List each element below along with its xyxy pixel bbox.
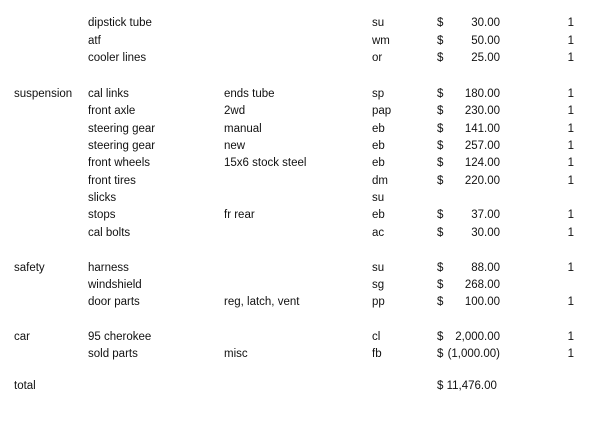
amount-cell[interactable]: 141.00 <box>464 123 500 135</box>
table-row[interactable] <box>0 173 601 190</box>
quantity-cell[interactable]: 1 <box>567 157 574 169</box>
currency-cell[interactable]: $ <box>437 227 444 239</box>
quantity-cell[interactable]: 1 <box>567 348 574 360</box>
code-cell[interactable]: pp <box>372 296 385 308</box>
item-cell[interactable]: door parts <box>88 296 140 308</box>
code-cell[interactable]: ac <box>372 227 385 239</box>
code-cell[interactable]: eb <box>372 157 385 169</box>
table-row[interactable] <box>0 33 601 50</box>
amount-cell[interactable]: 25.00 <box>471 52 500 64</box>
note-cell[interactable]: 2wd <box>224 105 246 117</box>
note-cell[interactable]: new <box>224 140 246 152</box>
currency-cell[interactable]: $ <box>437 140 444 152</box>
total-amount[interactable]: $ 11,476.00 <box>437 380 497 392</box>
note-cell[interactable]: reg, latch, vent <box>224 296 300 308</box>
table-row[interactable] <box>0 86 601 103</box>
currency-cell[interactable]: $ <box>437 157 444 169</box>
amount-cell[interactable]: 37.00 <box>471 209 500 221</box>
code-cell[interactable]: su <box>372 17 385 29</box>
amount-cell[interactable]: 230.00 <box>464 105 500 117</box>
note-cell[interactable]: fr rear <box>224 209 255 221</box>
amount-cell[interactable]: 30.00 <box>471 17 500 29</box>
currency-cell[interactable]: $ <box>437 331 444 343</box>
code-cell[interactable]: eb <box>372 123 385 135</box>
item-cell[interactable]: front tires <box>88 175 136 187</box>
table-row[interactable] <box>0 207 601 224</box>
table-row[interactable] <box>0 190 601 207</box>
code-cell[interactable]: wm <box>372 35 390 47</box>
code-cell[interactable]: eb <box>372 140 385 152</box>
quantity-cell[interactable]: 1 <box>567 262 574 274</box>
category-cell[interactable]: safety <box>14 262 45 274</box>
total-row[interactable] <box>0 378 601 395</box>
note-cell[interactable]: misc <box>224 348 248 360</box>
quantity-cell[interactable]: 1 <box>567 17 574 29</box>
quantity-cell[interactable]: 1 <box>567 209 574 221</box>
item-cell[interactable]: windshield <box>88 279 142 291</box>
amount-cell[interactable]: (1,000.00) <box>447 348 500 360</box>
item-cell[interactable]: cooler lines <box>88 52 147 64</box>
amount-cell[interactable]: 2,000.00 <box>455 331 500 343</box>
quantity-cell[interactable]: 1 <box>567 227 574 239</box>
item-cell[interactable]: steering gear <box>88 140 156 152</box>
code-cell[interactable]: eb <box>372 209 385 221</box>
currency-cell[interactable]: $ <box>437 348 444 360</box>
quantity-cell[interactable]: 1 <box>567 35 574 47</box>
code-cell[interactable]: sg <box>372 279 385 291</box>
item-cell[interactable]: stops <box>88 209 116 221</box>
item-cell[interactable]: front wheels <box>88 157 151 169</box>
quantity-cell[interactable]: 1 <box>567 296 574 308</box>
amount-cell[interactable]: 124.00 <box>464 157 500 169</box>
item-cell[interactable]: slicks <box>88 192 117 204</box>
code-cell[interactable]: cl <box>372 331 381 343</box>
table-row[interactable] <box>0 121 601 138</box>
quantity-cell[interactable]: 1 <box>567 331 574 343</box>
table-row[interactable] <box>0 15 601 32</box>
amount-cell[interactable]: 88.00 <box>471 262 500 274</box>
item-cell[interactable]: 95 cherokee <box>88 331 152 343</box>
amount-cell[interactable]: 220.00 <box>464 175 500 187</box>
amount-cell[interactable]: 257.00 <box>464 140 500 152</box>
quantity-cell[interactable]: 1 <box>567 123 574 135</box>
code-cell[interactable]: sp <box>372 88 385 100</box>
currency-cell[interactable]: $ <box>437 209 444 221</box>
currency-cell[interactable]: $ <box>437 88 444 100</box>
quantity-cell[interactable]: 1 <box>567 175 574 187</box>
item-cell[interactable]: atf <box>88 35 101 47</box>
category-cell[interactable]: car <box>14 331 30 343</box>
currency-cell[interactable]: $ <box>437 296 444 308</box>
note-cell[interactable]: 15x6 stock steel <box>224 157 307 169</box>
item-cell[interactable]: harness <box>88 262 129 274</box>
currency-cell[interactable]: $ <box>437 52 444 64</box>
quantity-cell[interactable]: 1 <box>567 88 574 100</box>
code-cell[interactable]: su <box>372 262 385 274</box>
currency-cell[interactable]: $ <box>437 35 444 47</box>
table-row[interactable] <box>0 155 601 172</box>
note-cell[interactable]: ends tube <box>224 88 275 100</box>
table-row[interactable] <box>0 329 601 346</box>
total-label[interactable]: total <box>14 380 36 392</box>
table-row[interactable] <box>0 260 601 277</box>
item-cell[interactable]: front axle <box>88 105 136 117</box>
table-row[interactable] <box>0 138 601 155</box>
quantity-cell[interactable]: 1 <box>567 105 574 117</box>
category-cell[interactable]: suspension <box>14 88 73 100</box>
table-row[interactable] <box>0 294 601 311</box>
code-cell[interactable]: or <box>372 52 383 64</box>
quantity-cell[interactable]: 1 <box>567 140 574 152</box>
item-cell[interactable]: steering gear <box>88 123 156 135</box>
amount-cell[interactable]: 268.00 <box>464 279 500 291</box>
item-cell[interactable]: cal bolts <box>88 227 131 239</box>
amount-cell[interactable]: 100.00 <box>464 296 500 308</box>
currency-cell[interactable]: $ <box>437 262 444 274</box>
code-cell[interactable]: su <box>372 192 385 204</box>
item-cell[interactable]: sold parts <box>88 348 138 360</box>
code-cell[interactable]: fb <box>372 348 382 360</box>
amount-cell[interactable]: 30.00 <box>471 227 500 239</box>
item-cell[interactable]: cal links <box>88 88 129 100</box>
currency-cell[interactable]: $ <box>437 279 444 291</box>
currency-cell[interactable]: $ <box>437 123 444 135</box>
amount-cell[interactable]: 50.00 <box>471 35 500 47</box>
table-row[interactable] <box>0 277 601 294</box>
table-row[interactable] <box>0 225 601 242</box>
amount-cell[interactable]: 180.00 <box>464 88 500 100</box>
currency-cell[interactable]: $ <box>437 17 444 29</box>
item-cell[interactable]: dipstick tube <box>88 17 152 29</box>
currency-cell[interactable]: $ <box>437 175 444 187</box>
currency-cell[interactable]: $ <box>437 105 444 117</box>
table-row[interactable] <box>0 346 601 363</box>
quantity-cell[interactable]: 1 <box>567 52 574 64</box>
note-cell[interactable]: manual <box>224 123 262 135</box>
code-cell[interactable]: dm <box>372 175 388 187</box>
table-row[interactable] <box>0 50 601 67</box>
code-cell[interactable]: pap <box>372 105 392 117</box>
table-row[interactable] <box>0 103 601 120</box>
